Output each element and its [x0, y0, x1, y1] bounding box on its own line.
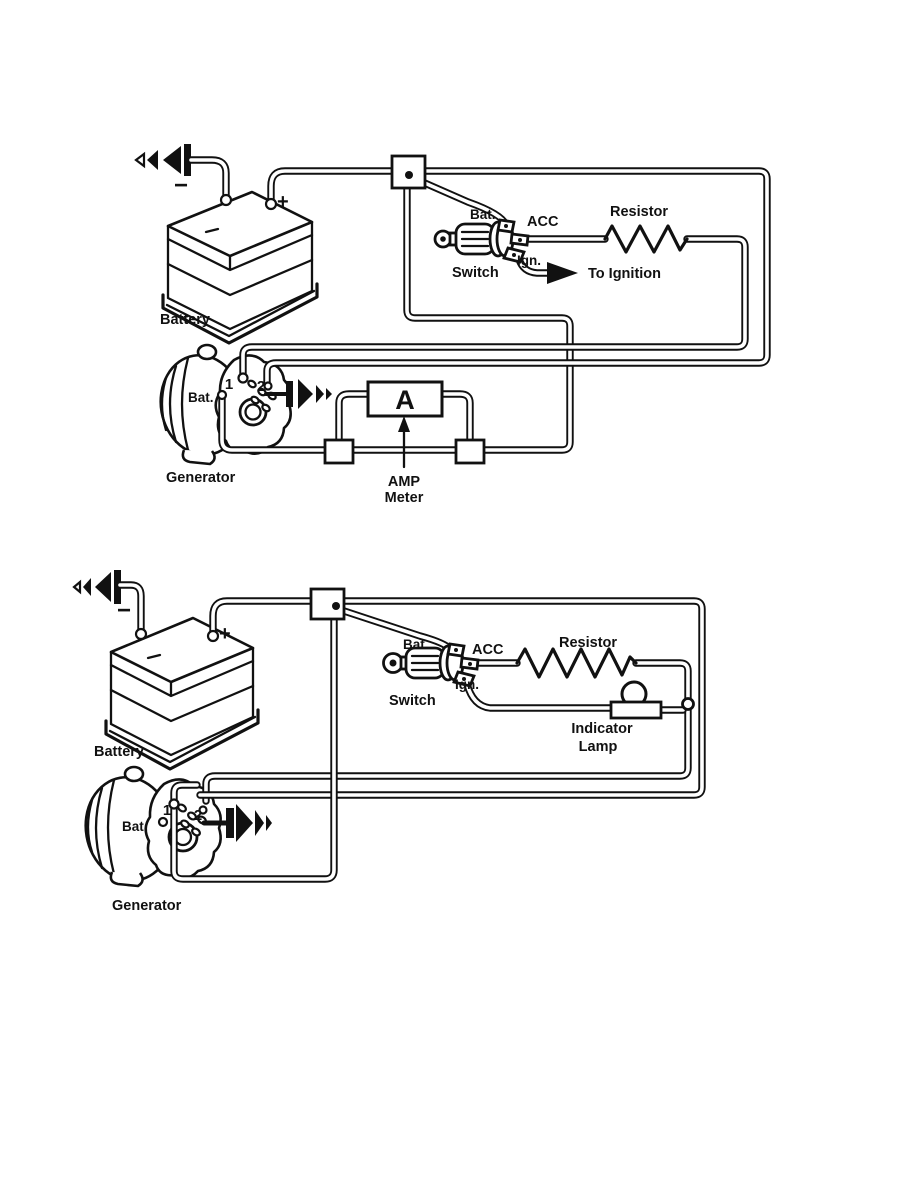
- resistor-symbol: [605, 226, 687, 252]
- indicator-lamp-symbol: [611, 682, 661, 718]
- battery-positive-label: +: [277, 191, 289, 213]
- connector-box-right: [456, 440, 484, 463]
- battery-negative-post: [221, 195, 231, 205]
- ground-icon: [74, 570, 121, 604]
- wire-junction-to-switch: [338, 609, 451, 650]
- resistor-label: Resistor: [559, 635, 618, 651]
- switch-ign-label: Ign.: [455, 677, 479, 692]
- resistor-label: Resistor: [610, 204, 669, 220]
- generator-bat-stud: [159, 818, 167, 826]
- generator-bat-label: Bat.: [122, 819, 148, 834]
- battery-negative-label: −: [117, 597, 132, 624]
- generator-label: Generator: [166, 470, 236, 486]
- wire-battery-positive: [267, 171, 767, 383]
- switch-bat-label: Bat.: [470, 207, 496, 222]
- indicator-lamp-label-line1: Indicator: [571, 721, 633, 737]
- generator-terminal1-label: 1: [162, 802, 172, 819]
- connector-box-left: [325, 440, 353, 463]
- generator-terminal2-label: 2: [256, 378, 266, 395]
- switch-label: Switch: [452, 265, 499, 281]
- amp-meter-label-line1: AMP: [387, 474, 421, 490]
- generator-terminal2-stud: [265, 383, 272, 390]
- wire-ammeter-left: [339, 394, 369, 442]
- amp-meter-label-line2: Meter: [384, 490, 424, 506]
- battery-negative-label: −: [174, 172, 189, 199]
- amp-meter-symbol: A: [395, 385, 415, 415]
- wire-battery-negative: [191, 160, 226, 198]
- switch-label: Switch: [389, 693, 436, 709]
- battery-label: Battery: [160, 312, 210, 328]
- generator-terminal2-label: 2: [193, 807, 203, 824]
- battery-positive-post: [266, 199, 276, 209]
- junction-dot: [332, 602, 340, 610]
- switch-ign-label: Ign.: [517, 253, 541, 268]
- switch-acc-label: ACC: [527, 214, 559, 230]
- generator-terminal1-label: 1: [224, 376, 234, 393]
- switch-bat-label: Bat.: [403, 637, 429, 652]
- generator-label: Generator: [112, 898, 182, 914]
- generator-terminal1-stud: [239, 374, 248, 383]
- generator-bat-label: Bat.: [188, 390, 214, 405]
- battery-positive-post: [208, 631, 218, 641]
- to-ignition-label: To Ignition: [588, 266, 662, 282]
- battery-label: Battery: [94, 744, 144, 760]
- junction-dot: [405, 171, 413, 179]
- amp-meter-pointer-arrow-icon: [398, 416, 410, 432]
- wire-ignition-to-lamp: [467, 684, 612, 708]
- to-ignition-arrow-icon: [547, 262, 578, 284]
- wire-ammeter-right: [441, 394, 470, 442]
- battery-positive-label: +: [219, 623, 231, 645]
- resistor-symbol: [517, 649, 636, 677]
- switch-acc-label: ACC: [472, 642, 504, 658]
- bottom-diagram: [74, 570, 702, 914]
- wire-junction-node: [683, 699, 694, 710]
- wire-resistor-to-terminal1: [243, 239, 745, 377]
- indicator-lamp-label-line2: Lamp: [578, 739, 618, 755]
- battery-negative-post: [136, 629, 146, 639]
- ignition-switch-illustration: [435, 220, 528, 262]
- top-diagram: [136, 144, 767, 506]
